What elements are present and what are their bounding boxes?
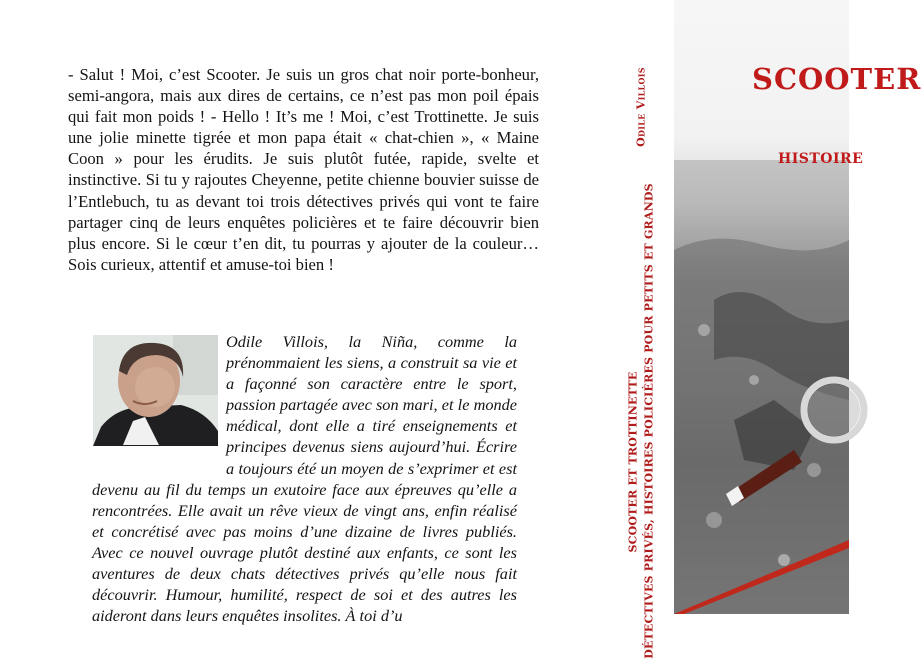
cover-title: SCOOTER [752,62,921,96]
spine-author: Odile Villois [634,67,648,147]
front-cover [674,0,921,614]
photo-spacer [92,331,226,462]
author-bio-block [92,331,517,626]
intro-text: - Salut ! Moi, c’est Scooter. Je suis un gros chat noir porte-bonheur, semi-angora, mais aux dires de certains, ce n’est pas mon poil épais qui fait mon poids ! - Hello ! It’s me ! Moi, c’est Trottinette. Je suis une jolie minette tigrée et mon papa était « chat-chien », « Maine Coon » pour les érudits. Je suis plutôt futée, rapide, svelte et instinctive. Si tu y rajoutes Cheyenne, petite chienne bouvier suisse de l’Entlebuch, tu as devant toi trois détectives privés qui vont te faire partager cinq de leurs enquêtes policières et te faire découvrir bien plus encore. Si le cœur t’en dit, tu pourras y ajouter de la couleur… Sois curieux, attentif et amuse-toi bien ! [68,65,539,274]
author-bio-text: Odile Villois, la Niña, comme la prénommaient les siens, a construit sa vie et a façonné son caractère entre le sport, passion partagée avec son mari, et le monde médical, dont elle a tiré enseignements et principes devenus siens aujourd’hui. Écrire a toujours été un moyen de s’exprimer et est devenu au fil du temps un exutoire face aux épreuves qu’elle a rencontrées. Elle avait un rêve vieux de vingt ans, enfin réalisé et concrétisé avec pas moins d’une dizaine de livres publiés. Avec ce nouvel ouvrage plutôt destiné aux enfants, ce sont les aventures de deux chats détectives privés qu’elle nous fait découvrir. Humour, humilité, respect de soi et des autres les aideront dans leurs enquêtes insolites. À toi d’u [92,332,517,626]
spine-subtitle: DÉTECTIVES PRIVÉS, HISTOIRES POLICIÈRES POUR PETITS ET GRANDS [642,183,656,659]
spine-title: SCOOTER ET TROTTINETTE [626,371,640,553]
cover-subtitle: HISTOIRE [778,151,864,167]
